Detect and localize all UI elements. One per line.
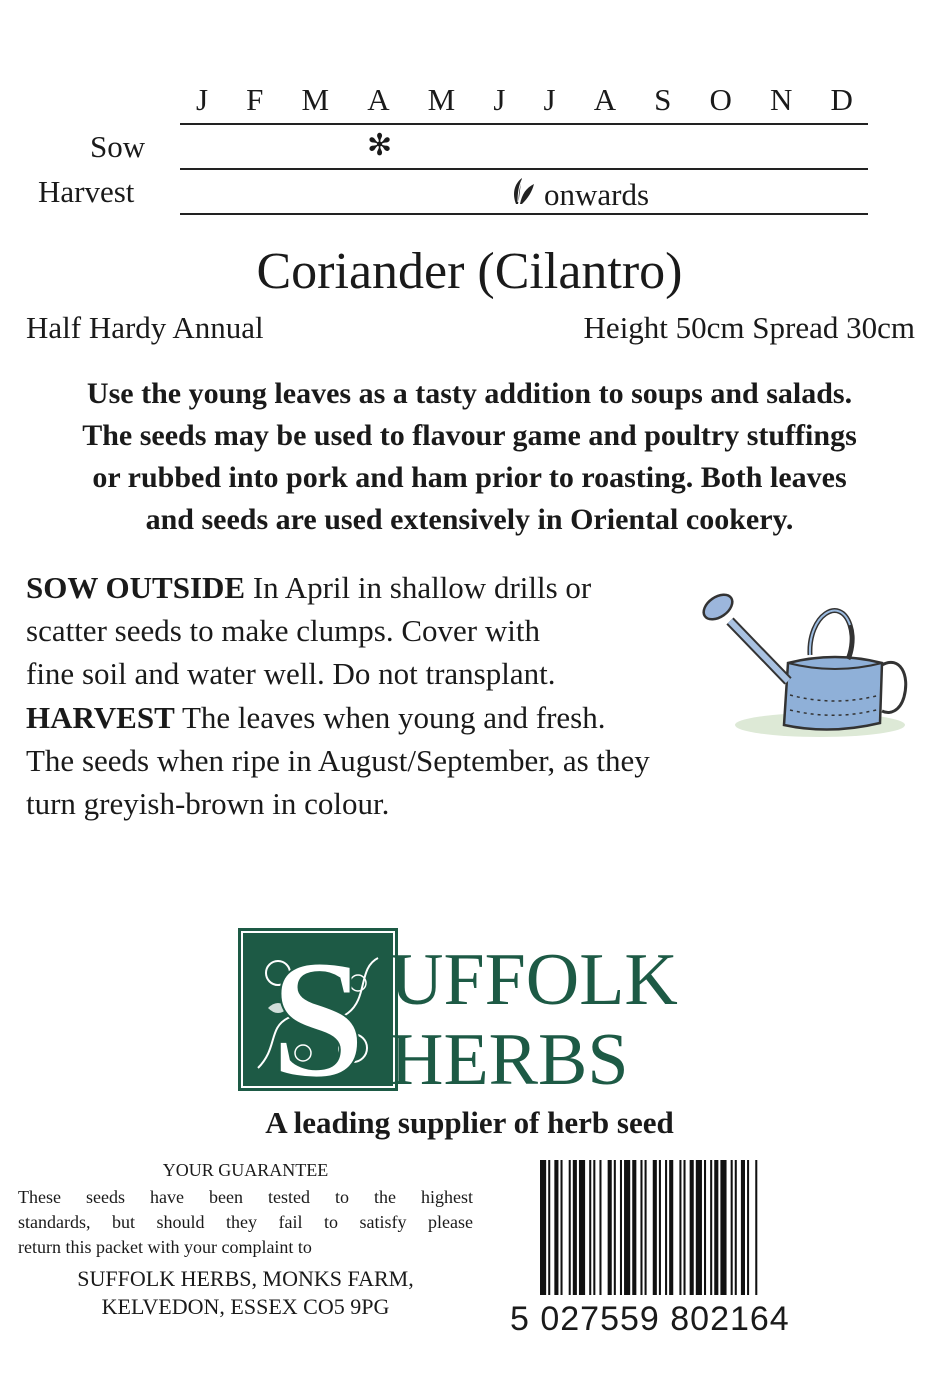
- logo-line-2: HERBS: [390, 1019, 629, 1093]
- barcode-bar: [548, 1160, 550, 1295]
- barcode-bar: [704, 1160, 706, 1295]
- barcode-bar: [573, 1160, 577, 1295]
- month-label: D: [830, 82, 854, 117]
- barcode-bar: [747, 1160, 749, 1295]
- barcode-bar: [741, 1160, 745, 1295]
- star-flower-icon: ✻: [367, 129, 393, 162]
- guarantee-title: YOUR GUARANTEE: [162, 1160, 329, 1180]
- barcode-bar: [569, 1160, 571, 1295]
- barcode-bar: [679, 1160, 681, 1295]
- barcode-bar: [579, 1160, 585, 1295]
- barcode-bar: [669, 1160, 673, 1295]
- barcode-bar: [593, 1160, 595, 1295]
- harvest-marker: [510, 176, 649, 214]
- month-label: S: [654, 82, 673, 117]
- leaf-icon: [510, 176, 536, 214]
- address-line: SUFFOLK HERBS, MONKS FARM,: [77, 1266, 414, 1291]
- sow-heading: SOW OUTSIDE: [26, 570, 246, 605]
- barcode-bar: [620, 1160, 622, 1295]
- barcode-bar: [561, 1160, 563, 1295]
- harvest-text: turn greyish-brown in colour.: [26, 786, 390, 821]
- intro-line: The seeds may be used to flavour game and poultry stuffings: [82, 419, 857, 452]
- sow-row-label: Sow: [90, 129, 146, 164]
- month-label: J: [493, 82, 507, 117]
- barcode-bar: [665, 1160, 667, 1295]
- calendar-rule-middle: [180, 168, 868, 170]
- intro-line: and seeds are used extensively in Oriental cookery.: [145, 503, 794, 536]
- barcode-bar: [755, 1160, 757, 1295]
- barcode-bar: [599, 1160, 601, 1295]
- product-title: Coriander (Cilantro): [256, 243, 683, 300]
- logo-line-1: UFFOLK: [390, 939, 678, 1021]
- month-label: A: [367, 82, 391, 117]
- plant-type: Half Hardy Annual: [26, 310, 264, 345]
- harvest-text: The leaves when young and fresh.: [174, 700, 606, 735]
- barcode-bar: [735, 1160, 737, 1295]
- harvest-instructions: [26, 696, 786, 825]
- barcode-bar: [554, 1160, 558, 1295]
- watering-can-icon: [690, 585, 915, 745]
- month-label: O: [709, 82, 733, 117]
- intro-line: Use the young leaves as a tasty addition to soups and salads.: [86, 377, 853, 410]
- barcode-bar: [608, 1160, 612, 1295]
- month-label: N: [770, 82, 794, 117]
- harvest-text: The seeds when ripe in August/September, as they: [26, 743, 650, 778]
- month-header: [180, 82, 868, 122]
- calendar-rule-bottom: [180, 213, 868, 215]
- guarantee-text: standards, but should they fail to satisfy please: [18, 1212, 473, 1232]
- barcode-bar: [696, 1160, 702, 1295]
- harvest-row-label: Harvest: [38, 174, 135, 209]
- barcode-bar: [659, 1160, 661, 1295]
- barcode-number: 5 027559 802164: [510, 1300, 790, 1338]
- barcode-bar: [731, 1160, 733, 1295]
- month-label: F: [246, 82, 265, 117]
- guarantee-text: These seeds have been tested to the highest: [18, 1187, 473, 1207]
- barcode-bar: [684, 1160, 686, 1295]
- month-label: J: [196, 82, 210, 117]
- barcode-bar: [690, 1160, 694, 1295]
- barcode-bar: [710, 1160, 712, 1295]
- plant-dimensions: Height 50cm Spread 30cm: [583, 310, 915, 345]
- barcode-bar: [624, 1160, 630, 1295]
- logo-initial: S: [270, 928, 366, 1093]
- address-line: KELVEDON, ESSEX CO5 9PG: [101, 1294, 390, 1319]
- barcode-bar: [540, 1160, 546, 1295]
- sow-instructions: [26, 566, 766, 695]
- barcode-bar: [614, 1160, 616, 1295]
- barcode-bar: [589, 1160, 591, 1295]
- month-label: A: [593, 82, 618, 117]
- suffolk-herbs-logo: [238, 928, 698, 1093]
- sow-text: fine soil and water well. Do not transplant.: [26, 656, 556, 691]
- intro-paragraph: [22, 373, 917, 541]
- sow-text: scatter seeds to make clumps. Cover with: [26, 613, 540, 648]
- tagline: A leading supplier of herb seed: [265, 1105, 674, 1140]
- harvest-onwards-text: onwards: [544, 177, 650, 212]
- intro-line: or rubbed into pork and ham prior to roasting. Both leaves: [92, 461, 847, 494]
- barcode-bar: [714, 1160, 718, 1295]
- barcode-bar: [645, 1160, 647, 1295]
- calendar-rule-top: [180, 123, 868, 125]
- barcode-bar: [640, 1160, 642, 1295]
- month-label: M: [301, 82, 331, 117]
- month-label: M: [427, 82, 457, 117]
- barcode-bar: [653, 1160, 657, 1295]
- guarantee-text: return this packet with your complaint to: [18, 1237, 312, 1257]
- barcode-bar: [632, 1160, 636, 1295]
- harvest-heading: HARVEST: [26, 700, 175, 735]
- sow-text: In April in shallow drills or: [245, 570, 592, 605]
- barcode-bar: [720, 1160, 726, 1295]
- month-label: J: [543, 82, 557, 117]
